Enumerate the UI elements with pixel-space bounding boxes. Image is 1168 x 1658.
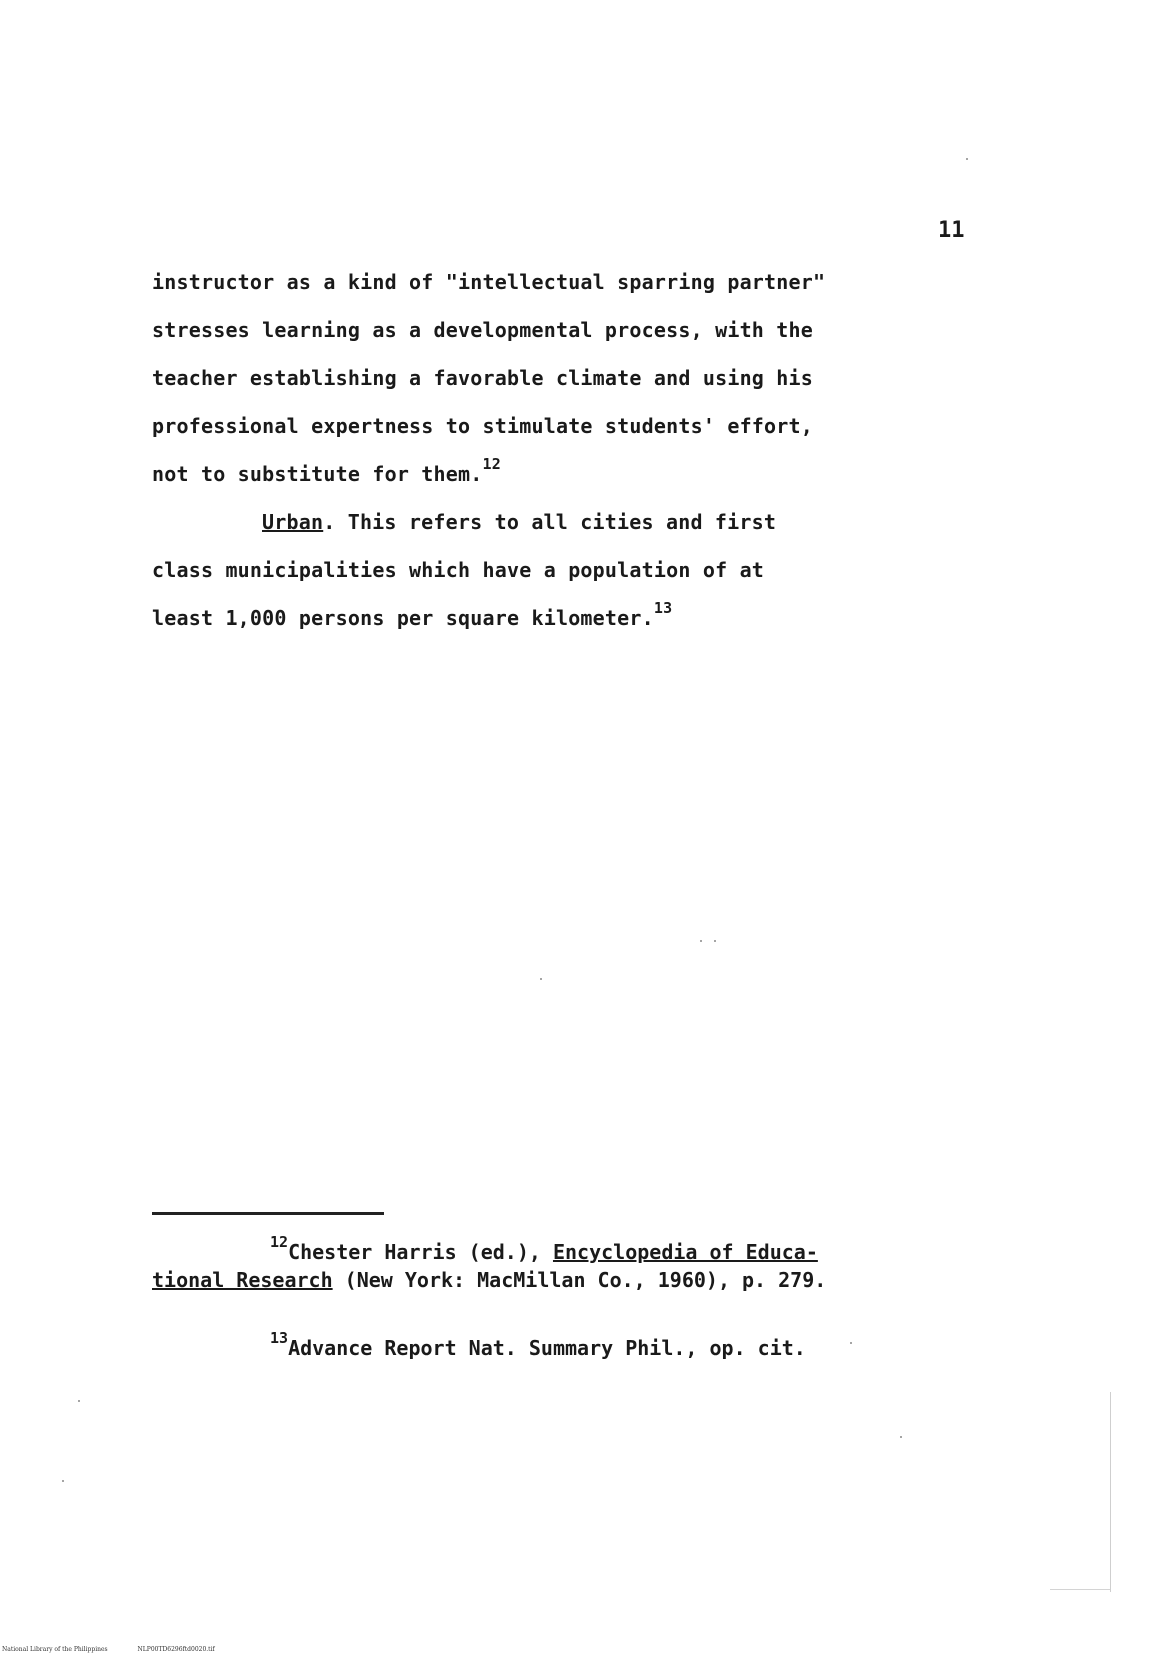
body-line-urban <box>152 498 952 546</box>
scan-speck <box>540 978 542 980</box>
footnote-12-title: Encyclopedia of Educa- <box>552 1240 818 1264</box>
scan-speck <box>700 940 702 942</box>
footnote-13-text: Advance Report Nat. Summary Phil., op. cit. <box>288 1336 806 1360</box>
footnote-12-line2 <box>152 1266 992 1294</box>
scan-speck <box>900 1436 902 1438</box>
body-line-text: not to substitute for them. <box>152 462 483 486</box>
footnote-12-author: Chester Harris (ed.), <box>288 1240 553 1264</box>
footnote-13 <box>152 1329 992 1362</box>
body-line <box>152 594 952 642</box>
footnote-divider <box>152 1212 384 1215</box>
footnote-number-12: 12 <box>270 1233 289 1251</box>
body-line: teacher establishing a favorable climate and using his <box>152 366 814 390</box>
scan-edge-line <box>1050 1589 1110 1590</box>
body-line: stresses learning as a developmental process, with the <box>152 318 814 342</box>
scan-speck <box>78 1400 80 1402</box>
footnote-12-line1 <box>152 1233 992 1266</box>
term-urban: Urban <box>262 510 324 534</box>
footnote-ref-12: 12 <box>482 455 501 473</box>
body-line: instructor as a kind of "intellectual sparring partner" <box>152 270 826 294</box>
footnotes <box>152 1233 992 1362</box>
body-text <box>152 258 952 642</box>
scan-edge-line <box>1110 1392 1111 1592</box>
scan-footer-file: NLP00TD6296ftd0020.tif <box>137 1646 215 1653</box>
scan-footer <box>2 1646 243 1653</box>
footnote-12-title-cont: tional Research <box>152 1268 333 1292</box>
body-line <box>152 450 952 498</box>
page-number: 11 <box>938 218 965 243</box>
body-line: professional expertness to stimulate students' effort, <box>152 414 814 438</box>
body-line: class municipalities which have a population of at <box>152 558 765 582</box>
footnote-ref-13: 13 <box>653 599 673 617</box>
scan-footer-library: National Library of the Philippines <box>2 1646 108 1653</box>
footnote-gap <box>152 1294 992 1334</box>
footnote-number-13: 13 <box>270 1329 289 1347</box>
scan-speck <box>850 1342 852 1344</box>
body-line-text: . This refers to all cities and first <box>323 510 777 534</box>
footnote-12-publisher: (New York: MacMillan Co., 1960), p. 279. <box>332 1268 827 1292</box>
scan-speck <box>966 158 968 160</box>
scan-speck <box>62 1480 64 1482</box>
body-line-text: least 1,000 persons per square kilometer. <box>152 606 654 630</box>
scan-speck <box>714 940 716 942</box>
